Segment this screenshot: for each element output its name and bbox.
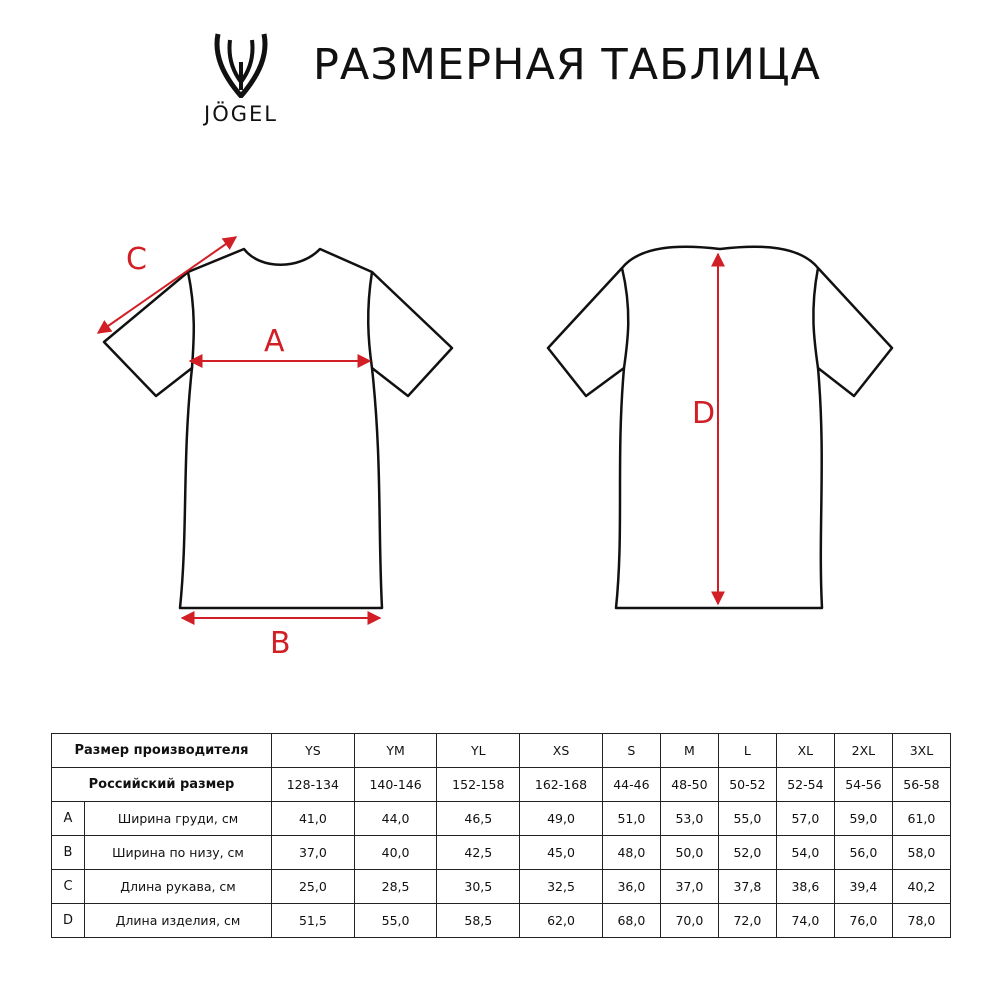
measure-value-cell: 41,0 bbox=[272, 802, 355, 836]
size-table bbox=[51, 733, 951, 938]
measure-value-cell: 37,0 bbox=[660, 870, 718, 904]
measure-value-cell: 74,0 bbox=[776, 904, 834, 938]
measure-value-cell: 53,0 bbox=[660, 802, 718, 836]
measure-value-cell: 37,0 bbox=[272, 836, 355, 870]
tshirt-front-icon bbox=[104, 249, 452, 608]
measure-value-cell: 58,5 bbox=[437, 904, 520, 938]
measure-label: Ширина груди, см bbox=[85, 802, 272, 836]
measure-value-cell: 25,0 bbox=[272, 870, 355, 904]
measure-label: Длина изделия, см bbox=[85, 904, 272, 938]
brand-logo bbox=[190, 32, 292, 132]
measure-value-cell: 38,6 bbox=[776, 870, 834, 904]
measure-value-cell: 52,0 bbox=[718, 836, 776, 870]
maker-size-cell: XL bbox=[776, 734, 834, 768]
tshirt-outlines bbox=[0, 200, 1000, 680]
measure-value-cell: 45,0 bbox=[520, 836, 603, 870]
table-row bbox=[52, 904, 951, 938]
measure-value-cell: 50,0 bbox=[660, 836, 718, 870]
maker-size-cell: S bbox=[602, 734, 660, 768]
measure-value-cell: 32,5 bbox=[520, 870, 603, 904]
russian-size-cell: 50-52 bbox=[718, 768, 776, 802]
header bbox=[0, 0, 1000, 140]
measure-value-cell: 55,0 bbox=[354, 904, 437, 938]
table-row bbox=[52, 870, 951, 904]
measure-value-cell: 36,0 bbox=[602, 870, 660, 904]
russian-size-cell: 162-168 bbox=[520, 768, 603, 802]
russian-size-cell: 140-146 bbox=[354, 768, 437, 802]
measure-value-cell: 68,0 bbox=[602, 904, 660, 938]
measure-value-cell: 78,0 bbox=[892, 904, 950, 938]
measure-value-cell: 46,5 bbox=[437, 802, 520, 836]
table-row bbox=[52, 836, 951, 870]
measure-value-cell: 61,0 bbox=[892, 802, 950, 836]
table-row-maker-size bbox=[52, 734, 951, 768]
measure-value-cell: 57,0 bbox=[776, 802, 834, 836]
measure-letter: D bbox=[52, 904, 85, 938]
russian-size-cell: 48-50 bbox=[660, 768, 718, 802]
maker-size-cell: M bbox=[660, 734, 718, 768]
measure-value-cell: 40,2 bbox=[892, 870, 950, 904]
label-d: D bbox=[692, 396, 716, 431]
measure-value-cell: 76,0 bbox=[834, 904, 892, 938]
measure-letter: C bbox=[52, 870, 85, 904]
russian-size-cell: 128-134 bbox=[272, 768, 355, 802]
measure-value-cell: 59,0 bbox=[834, 802, 892, 836]
measure-value-cell: 70,0 bbox=[660, 904, 718, 938]
label-b: B bbox=[270, 626, 291, 661]
measure-value-cell: 48,0 bbox=[602, 836, 660, 870]
page-title: РАЗМЕРНАЯ ТАБЛИЦА bbox=[313, 40, 821, 90]
measure-value-cell: 62,0 bbox=[520, 904, 603, 938]
measure-value-cell: 54,0 bbox=[776, 836, 834, 870]
label-c: C bbox=[126, 242, 147, 277]
measure-value-cell: 37,8 bbox=[718, 870, 776, 904]
russian-size-cell: 54-56 bbox=[834, 768, 892, 802]
measure-value-cell: 55,0 bbox=[718, 802, 776, 836]
russian-size-cell: 152-158 bbox=[437, 768, 520, 802]
measure-value-cell: 40,0 bbox=[354, 836, 437, 870]
header-maker-size: Размер производителя bbox=[52, 734, 272, 768]
jogel-emblem-icon bbox=[212, 32, 270, 98]
measure-value-cell: 49,0 bbox=[520, 802, 603, 836]
logo-text: JÖGEL bbox=[204, 102, 278, 126]
measure-value-cell: 28,5 bbox=[354, 870, 437, 904]
russian-size-cell: 44-46 bbox=[602, 768, 660, 802]
header-russian-size: Российский размер bbox=[52, 768, 272, 802]
maker-size-cell: 2XL bbox=[834, 734, 892, 768]
garment-diagram bbox=[0, 200, 1000, 680]
measure-value-cell: 51,5 bbox=[272, 904, 355, 938]
label-a: A bbox=[264, 324, 285, 359]
maker-size-cell: XS bbox=[520, 734, 603, 768]
measure-label: Ширина по низу, см bbox=[85, 836, 272, 870]
maker-size-cell: 3XL bbox=[892, 734, 950, 768]
maker-size-cell: YM bbox=[354, 734, 437, 768]
measure-value-cell: 58,0 bbox=[892, 836, 950, 870]
measure-letter: B bbox=[52, 836, 85, 870]
measure-value-cell: 51,0 bbox=[602, 802, 660, 836]
russian-size-cell: 52-54 bbox=[776, 768, 834, 802]
measure-letter: A bbox=[52, 802, 85, 836]
measure-value-cell: 56,0 bbox=[834, 836, 892, 870]
tshirt-back-icon bbox=[548, 247, 892, 608]
measure-value-cell: 72,0 bbox=[718, 904, 776, 938]
measure-value-cell: 39,4 bbox=[834, 870, 892, 904]
table-row-russian-size bbox=[52, 768, 951, 802]
arrow-c-icon bbox=[98, 237, 236, 333]
maker-size-cell: YL bbox=[437, 734, 520, 768]
maker-size-cell: YS bbox=[272, 734, 355, 768]
measure-label: Длина рукава, см bbox=[85, 870, 272, 904]
measure-value-cell: 44,0 bbox=[354, 802, 437, 836]
russian-size-cell: 56-58 bbox=[892, 768, 950, 802]
measure-value-cell: 42,5 bbox=[437, 836, 520, 870]
maker-size-cell: L bbox=[718, 734, 776, 768]
table-row bbox=[52, 802, 951, 836]
measure-value-cell: 30,5 bbox=[437, 870, 520, 904]
